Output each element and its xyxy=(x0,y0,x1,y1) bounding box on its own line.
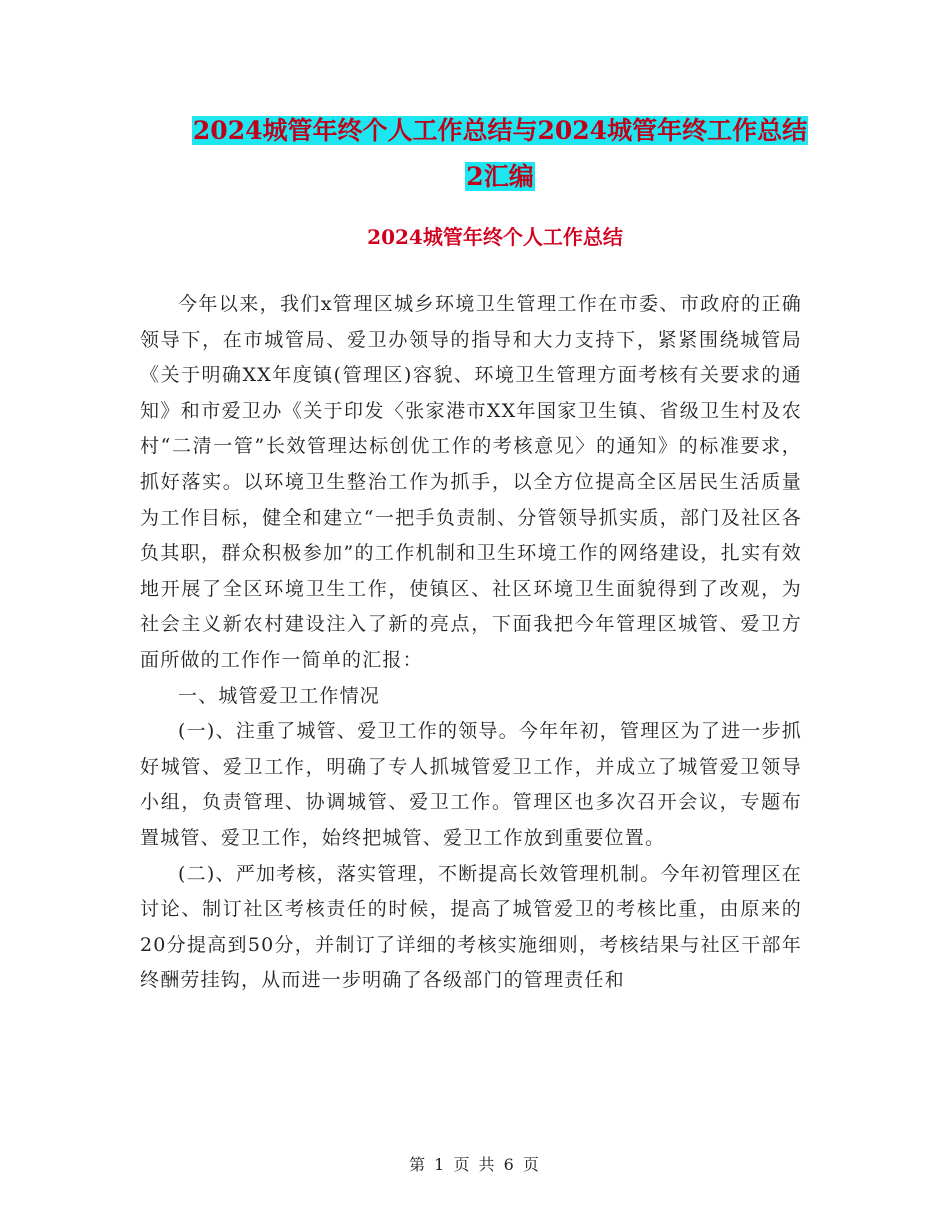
document-body xyxy=(140,287,802,999)
document-title xyxy=(140,108,860,200)
paragraph-heading: 一、城管爱卫工作情况 xyxy=(178,684,381,707)
document-title-line2: 2汇编 xyxy=(466,162,534,191)
page-footer: 第 1 页 共 6 页 xyxy=(409,1155,541,1174)
section-title: 2024城管年终个人工作总结 xyxy=(367,225,623,249)
paragraph: (二)、严加考核，落实管理，不断提高长效管理机制。今年初管理区在讨论、制订社区考核责任的时候，提高了城管爱卫的考核比重，由原来的20分提高到50分，并制订了详细的考核实施细则，考核结果与社区干部年终酬劳挂钩，从而进一步明确了各级部门的管理责任和 xyxy=(140,862,802,992)
document-title-line1: 2024城管年终个人工作总结与2024城管年终工作总结 xyxy=(192,116,808,145)
paragraph: (一)、注重了城管、爱卫工作的领导。今年年初，管理区为了进一步抓好城管、爱卫工作，明确了专人抓城管爱卫工作，并成立了城管爱卫领导小组，负责管理、协调城管、爱卫工作。管理区也多次召开会议，专题布置城管、爱卫工作，始终把城管、爱卫工作放到重要位置。 xyxy=(140,720,802,849)
paragraph: 今年以来，我们x管理区城乡环境卫生管理工作在市委、市政府的正确领导下，在市城管局、爱卫办领导的指导和大力支持下，紧紧围绕城管局《关于明确XX年度镇(管理区)容貌、环境卫生管理方面考核有关要求的通知》和市爱卫办《关于印发〈张家港市XX年国家卫生镇、省级卫生村及农村“二清一管”长效管理达标创优工作的考核意见〉的通知》的标准要求，抓好落实。以环境卫生整治工作为抓手，以全方位提高全区居民生活质量为工作目标，健全和建立“一把手负责制、分管领导抓实质，部门及社区各负其职，群众积极参加”的工作机制和卫生环境工作的网络建设，扎实有效地开展了全区环境卫生工作，使镇区、社区环境卫生面貌得到了改观，为社会主义新农村建设注入了新的亮点，下面我把今年管理区城管、爱卫方面所做的工作作一简单的汇报： xyxy=(140,293,802,671)
